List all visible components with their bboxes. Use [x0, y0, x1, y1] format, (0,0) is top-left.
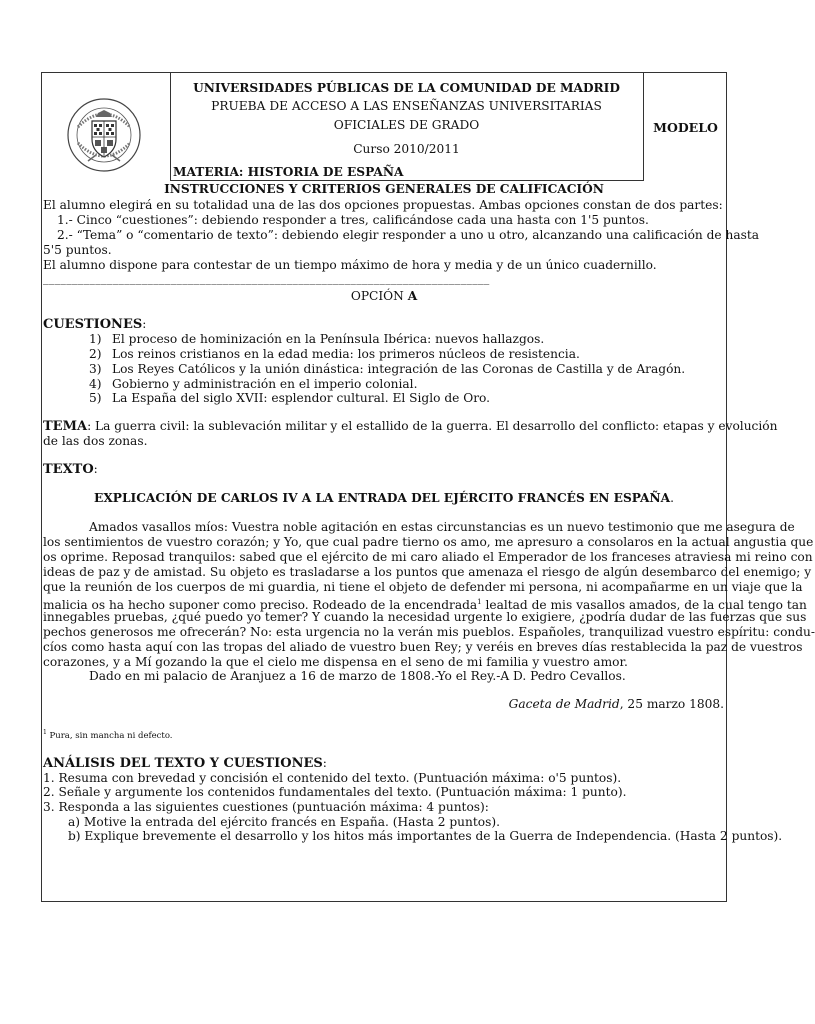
source-title: Gaceta de Madrid [508, 697, 620, 711]
university-seal-logo [66, 97, 142, 173]
texto-line: os oprime. Reposad tranquilos: sabed que el ejército de mi caro aliado el Emperador de los franceses atraviesa mi reino con [43, 550, 813, 564]
header-divider [170, 180, 643, 181]
tema-line: de las dos zonas. [43, 434, 148, 448]
analisis-item: 3. Responda a las siguientes cuestiones (puntuación máxima: 4 puntos): [43, 800, 489, 814]
tema-text: : La guerra civil: la sublevación militar y el estallido de la guerra. El desarrollo del conflicto: etapas y evolución [87, 419, 778, 433]
texto-line: los sentimientos de vuestro corazón; y Yo, que cual padre tierno os amo, me apresuro a consolaros en la actual angustia que [43, 535, 814, 549]
texto-line: que la reunión de los cuerpos de mi guardia, ni tiene el objeto de defender mi persona, ni acompañarme en un viaje que la [43, 580, 803, 594]
source-date: , 25 marzo 1808. [619, 697, 724, 711]
analisis-colon: : [322, 756, 327, 770]
instructions-line: 5'5 puntos. [43, 243, 112, 257]
texto-title-end: . [670, 491, 674, 505]
instructions-line: El alumno elegirá en su totalidad una de las dos opciones propuestas. Ambas opciones constan de dos partes: [43, 198, 723, 212]
cuestion-text: Los Reyes Católicos y la unión dinástica: integración de las Coronas de Castilla y de Aragón. [112, 362, 686, 376]
analisis-subitem: b) Explique brevemente el desarrollo y los hitos más importantes de la Guerra de Independencia. (Hasta 2 puntos). [68, 829, 783, 843]
analisis-subitem: a) Motive la entrada del ejército francés en España. (Hasta 2 puntos). [68, 815, 500, 829]
modelo-cell [643, 73, 727, 181]
cuestiones-heading [43, 317, 146, 332]
cuestion-num: 5) [89, 391, 102, 405]
tema-label: TEMA [43, 419, 88, 434]
header [42, 73, 726, 181]
texto-line: pechos generosos me ofrecerán? No: esta urgencia no la verán mis pueblos. Españoles, tranquilizad vuestro espíritu: condu- [43, 625, 815, 639]
option-prefix: OPCIÓN [350, 289, 408, 303]
analisis-title: ANÁLISIS DEL TEXTO Y CUESTIONES [43, 756, 323, 771]
cuestion-num: 3) [89, 362, 102, 376]
instructions-line: 1.- Cinco “cuestiones”: debiendo responder a tres, calificándose cada una hasta con 1'5 puntos. [57, 213, 649, 227]
course-year: Curso 2010/2011 [353, 142, 460, 156]
cuestiones-label: CUESTIONES [43, 317, 143, 332]
cuestion-num: 1) [89, 332, 102, 346]
texto-line: ideas de paz y de amistad. Su objeto es trasladarse a los puntos que amenaza el riesgo de algún desembarco del enemigo; y [43, 565, 812, 579]
analisis-item: 1. Resuma con brevedad y concisión el contenido del texto. (Puntuación máxima: o'5 puntos). [43, 771, 622, 785]
cuestion-text: El proceso de hominización en la Península Ibérica: nuevos hallazgos. [112, 332, 545, 346]
texto-colon: : [93, 462, 98, 476]
footnote-marker: 1 [477, 598, 482, 606]
instructions-title: INSTRUCCIONES Y CRITERIOS GENERALES DE CALIFICACIÓN [164, 182, 604, 196]
texto-line: Dado en mi palacio de Aranjuez a 16 de marzo de 1808.-Yo el Rey.-A D. Pedro Cevallos. [89, 669, 626, 683]
analisis-item: 2. Señale y argumente los contenidos fundamentales del texto. (Puntuación máxima: 1 punto). [43, 785, 627, 799]
texto-line: cíos como hasta aquí con las tropas del aliado de vuestro buen Rey; y veréis en breves días restablecida la paz de vuestros [43, 640, 803, 654]
tema-line [43, 419, 777, 434]
cuestiones-colon: : [142, 317, 147, 331]
texto-line-start: malicia os ha hecho suponer como preciso. Rodeado de la encendrada [43, 598, 478, 613]
footnote [43, 728, 173, 741]
texto-title: EXPLICACIÓN DE CARLOS IV A LA ENTRADA DEL EJÉRCITO FRANCÉS EN ESPAÑA [94, 491, 671, 505]
analisis-heading [43, 756, 327, 771]
exam-line-2: OFICIALES DE GRADO [333, 118, 480, 132]
texto-line: Amados vasallos míos: Vuestra noble agitación en estas circunstancias es un nuevo testimonio que me asegura de [89, 520, 795, 534]
cuestion-text: Los reinos cristianos en la edad media: los primeros núcleos de resistencia. [112, 347, 580, 361]
cuestion-num: 2) [89, 347, 102, 361]
instructions-line: 2.- “Tema” o “comentario de texto”: debiendo elegir responder a uno u otro, alcanzando una calificación de hasta [57, 228, 760, 242]
texto-title-line [41, 491, 727, 505]
text-source [509, 697, 724, 711]
instructions-line: El alumno dispone para contestar de un tiempo máximo de hora y media y de un único cuadernillo. [43, 258, 657, 272]
option-letter: A [407, 289, 418, 303]
exam-line-1: PRUEBA DE ACCESO A LAS ENSEÑANZAS UNIVERSITARIAS [211, 99, 602, 113]
texto-line: innegables pruebas, ¿qué puedo yo temer? Y cuando la necesidad urgente lo exigiere, ¿podría dudar de las fuerzas que sus [43, 610, 807, 624]
separator-line: _____________________________________________________________________________ [43, 272, 490, 285]
cuestion-text: La España del siglo XVII: esplendor cultural. El Siglo de Oro. [112, 391, 491, 405]
footnote-number: 1 [43, 729, 47, 736]
footnote-text: Pura, sin mancha ni defecto. [49, 730, 173, 741]
university-title: UNIVERSIDADES PÚBLICAS DE LA COMUNIDAD DE MADRID [193, 81, 620, 95]
subject-title: MATERIA: HISTORIA DE ESPAÑA [173, 165, 404, 179]
modelo-label: MODELO [653, 119, 718, 135]
texto-label: TEXTO [43, 462, 94, 477]
texto-heading [43, 462, 98, 477]
cuestion-num: 4) [89, 377, 102, 391]
texto-line: corazones, y a Mí gozando la que el cielo me dispensa en el seno de mi familia y vuestro amor. [43, 655, 628, 669]
cuestion-text: Gobierno y administración en el imperio colonial. [112, 377, 418, 391]
logo-cell [42, 73, 171, 181]
texto-line-rest: lealtad de mis vasallos amados, de la cual tengo tan [481, 598, 807, 613]
option-heading [41, 289, 727, 303]
